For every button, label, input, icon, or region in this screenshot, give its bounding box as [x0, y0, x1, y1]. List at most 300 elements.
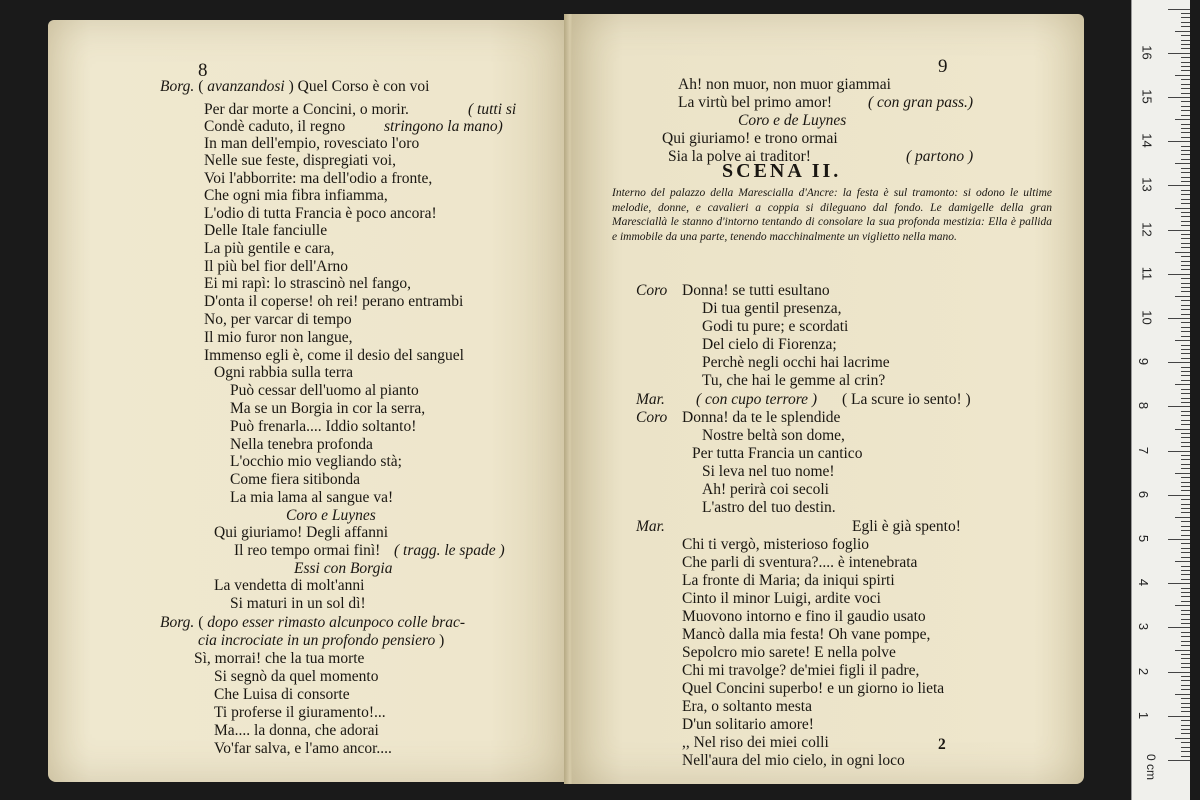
- speaker-name: Coro: [636, 282, 668, 299]
- verse-text: Il mio furor non langue,: [204, 329, 353, 346]
- verse-line: [230, 489, 393, 507]
- ruler-tick: [1181, 464, 1190, 465]
- open-book: [48, 14, 1084, 784]
- verse-text: Era, o soltanto mesta: [682, 698, 812, 715]
- ruler-tick: [1168, 9, 1190, 10]
- verse-text: Quel Concini superbo! e un giorno io lieta: [682, 680, 945, 697]
- verse-line: [702, 427, 845, 445]
- stage-note: Coro e Luynes: [286, 507, 376, 524]
- verse-line: [702, 336, 837, 354]
- verse-line: [682, 644, 896, 662]
- verse-text: ,, Nel riso dei miei colli: [682, 734, 829, 751]
- ruler-tick: [1181, 115, 1190, 116]
- verse-text: Tu, che hai le gemme al crin?: [702, 372, 886, 389]
- ruler-tick: [1175, 561, 1190, 562]
- verse-line: [214, 577, 364, 595]
- ruler-number: 3: [1136, 623, 1152, 631]
- ruler-tick: [1168, 53, 1190, 54]
- stage-note: ( con cupo terrore ): [696, 391, 818, 408]
- verse-line: [682, 698, 812, 716]
- ruler-tick: [1175, 75, 1190, 76]
- ruler-tick: [1181, 305, 1190, 306]
- speaker-name: Coro: [636, 409, 668, 426]
- verse-text: Il più bel fior dell'Arno: [204, 258, 348, 275]
- ruler-tick: [1181, 552, 1190, 553]
- verse-line: [636, 518, 961, 536]
- stage-note: dopo esser rimasto alcunpoco colle brac-: [203, 614, 466, 631]
- ruler-tick: [1175, 252, 1190, 253]
- verse-line: [230, 400, 425, 418]
- verse-tail: ( La scure io sento! ): [842, 391, 971, 408]
- ruler-number: 5: [1136, 534, 1152, 543]
- verse-line: [204, 240, 334, 258]
- ruler-tick: [1181, 177, 1190, 178]
- ruler-tick: [1181, 159, 1190, 160]
- verse-text: Il reo tempo ormai finì!: [234, 542, 381, 559]
- ruler-tick: [1168, 760, 1190, 761]
- verse-line: [682, 716, 814, 734]
- verse-line: [678, 76, 891, 94]
- verse-line: [682, 536, 869, 554]
- verse-line: [682, 608, 926, 626]
- speaker-name: Borg.: [160, 614, 195, 631]
- verse-text: Ah! perirà coi secoli: [702, 481, 829, 498]
- verse-line: [214, 722, 379, 740]
- ruler-tick: [1181, 84, 1190, 85]
- verse-line: [702, 463, 835, 481]
- ruler-number: 16: [1139, 45, 1155, 60]
- signature-mark: 2: [938, 736, 946, 753]
- verse-line: [230, 471, 360, 489]
- verse-line: [214, 668, 378, 686]
- verse-line: [214, 524, 388, 542]
- ruler-tick: [1181, 128, 1190, 129]
- ruler-tick: [1181, 442, 1190, 443]
- verse-text: No, per varcar di tempo: [204, 311, 352, 328]
- ruler-tick: [1181, 380, 1190, 381]
- ruler-tick: [1181, 596, 1190, 597]
- verse-line: [682, 752, 905, 770]
- ruler-tick: [1181, 402, 1190, 403]
- ruler-number: 10: [1139, 310, 1155, 325]
- verse-line: [682, 680, 944, 698]
- ruler-tick: [1168, 141, 1190, 142]
- ruler-tick: [1181, 477, 1190, 478]
- ruler-tick: [1181, 398, 1190, 399]
- ruler-tick: [1168, 362, 1190, 363]
- ruler-tick: [1181, 592, 1190, 593]
- ruler-tick: [1181, 172, 1190, 173]
- verse-line: [702, 318, 848, 336]
- verse-line: [214, 704, 386, 722]
- ruler-tick: [1181, 636, 1190, 637]
- ruler-tick: [1181, 641, 1190, 642]
- ruler-tick: [1181, 132, 1190, 133]
- ruler-tick: [1175, 517, 1190, 518]
- verse-line: [214, 740, 392, 758]
- ruler-tick: [1181, 645, 1190, 646]
- verse-line: [204, 293, 463, 311]
- ruler-tick: [1181, 358, 1190, 359]
- verse-line: [230, 418, 416, 436]
- ruler-tick: [1181, 632, 1190, 633]
- ruler-tick: [1181, 424, 1190, 425]
- verse-line: [204, 118, 503, 136]
- measuring-ruler: [1131, 0, 1190, 800]
- ruler-tick: [1181, 756, 1190, 757]
- verse-line: [204, 347, 464, 365]
- ruler-tick: [1181, 101, 1190, 102]
- ruler-tick: [1181, 729, 1190, 730]
- ruler-tick: [1181, 154, 1190, 155]
- ruler-tick: [1175, 119, 1190, 120]
- ruler-tick: [1181, 530, 1190, 531]
- verse-text: La mia lama al sangue va!: [230, 489, 394, 506]
- ruler-tick: [1168, 185, 1190, 186]
- ruler-number: 13: [1139, 177, 1155, 193]
- paren-open: (: [198, 78, 204, 95]
- verse-text: Immenso egli è, come il desio del sanguel: [204, 347, 464, 364]
- verse-line: [636, 409, 841, 427]
- ruler-tick: [1181, 216, 1190, 217]
- verse-text: Nelle sue feste, dispregiati voi,: [204, 152, 396, 169]
- ruler-tick: [1168, 539, 1190, 540]
- verse-line: [636, 391, 971, 409]
- ruler-tick: [1175, 473, 1190, 474]
- verse-text: Voi l'abborrite: ma dell'odio a fronte,: [204, 170, 433, 187]
- verse-text: Si maturi in un sol dì!: [230, 595, 366, 612]
- ruler-tick: [1181, 535, 1190, 536]
- ruler-tick: [1181, 751, 1190, 752]
- ruler-unit-label: 0 cm: [1144, 753, 1159, 781]
- ruler-tick: [1181, 256, 1190, 257]
- verse-text: Chi ti vergò, misterioso foglio: [682, 536, 869, 553]
- ruler-tick: [1168, 627, 1190, 628]
- ruler-tick: [1175, 694, 1190, 695]
- ruler-tick: [1181, 336, 1190, 337]
- ruler-tick: [1181, 88, 1190, 89]
- ruler-tick: [1181, 247, 1190, 248]
- ruler-tick: [1168, 406, 1190, 407]
- ruler-tick: [1175, 163, 1190, 164]
- verse-line: [682, 554, 917, 572]
- ruler-tick: [1181, 278, 1190, 279]
- ruler-number: 9: [1136, 358, 1152, 366]
- verse-text: Può cessar dell'uomo al pianto: [230, 382, 419, 399]
- ruler-number: 12: [1139, 221, 1155, 237]
- paren-open: (: [198, 614, 204, 631]
- verse-text: La vendetta di molt'anni: [214, 577, 365, 594]
- ruler-tick: [1181, 93, 1190, 94]
- ruler-tick: [1181, 680, 1190, 681]
- verse-text: Ogni rabbia sulla terra: [214, 364, 354, 381]
- ruler-tick: [1181, 79, 1190, 80]
- ruler-tick: [1181, 62, 1190, 63]
- verse-text: Nostre beltà son dome,: [702, 427, 845, 444]
- ruler-tick: [1181, 433, 1190, 434]
- ruler-tick: [1181, 623, 1190, 624]
- ruler-tick: [1181, 168, 1190, 169]
- verse-tail: ) Quel Corso è con voi: [288, 78, 430, 95]
- ruler-tick: [1181, 44, 1190, 45]
- verse-line: [678, 94, 974, 112]
- verse-line: [294, 560, 392, 578]
- ruler-tick: [1181, 371, 1190, 372]
- ruler-tick: [1175, 31, 1190, 32]
- ruler-tick: [1175, 605, 1190, 606]
- verse-line: [214, 364, 353, 382]
- ruler-tick: [1181, 490, 1190, 491]
- ruler-tick: [1181, 66, 1190, 67]
- ruler-tick: [1181, 349, 1190, 350]
- ruler-tick: [1175, 650, 1190, 651]
- ruler-tick: [1181, 221, 1190, 222]
- ruler-tick: [1181, 375, 1190, 376]
- verse-text: Che parli di sventura?.... è intenebrata: [682, 554, 918, 571]
- verse-text: Che ogni mia fibra infiamma,: [204, 187, 388, 204]
- verse-text: Muovono intorno e fino il gaudio usato: [682, 608, 926, 625]
- verse-text: Godi tu pure; e scordati: [702, 318, 849, 335]
- ruler-tick: [1181, 601, 1190, 602]
- verse-line: [160, 78, 429, 96]
- ruler-tick: [1181, 667, 1190, 668]
- ruler-tick: [1181, 150, 1190, 151]
- ruler-tick: [1181, 579, 1190, 580]
- ruler-tick: [1181, 588, 1190, 589]
- verse-line: [682, 590, 881, 608]
- ruler-tick: [1181, 283, 1190, 284]
- ruler-tick: [1181, 707, 1190, 708]
- verse-text: La fronte di Maria; da iniqui spirti: [682, 572, 895, 589]
- ruler-tick: [1181, 499, 1190, 500]
- ruler-tick: [1181, 124, 1190, 125]
- ruler-tick: [1175, 340, 1190, 341]
- ruler-tick: [1181, 212, 1190, 213]
- verse-line: [286, 507, 376, 525]
- verse-line: [204, 170, 432, 188]
- ruler-tick: [1181, 482, 1190, 483]
- ruler-tick: [1181, 512, 1190, 513]
- ruler-tick: [1181, 353, 1190, 354]
- verse-line: [204, 187, 388, 205]
- ruler-tick: [1181, 367, 1190, 368]
- verse-text: Può frenarla.... Iddio soltanto!: [230, 418, 417, 435]
- verse-line: [662, 130, 838, 148]
- ruler-tick: [1181, 486, 1190, 487]
- ruler-tick: [1181, 703, 1190, 704]
- ruler-tick: [1181, 70, 1190, 71]
- ruler-number: 14: [1139, 133, 1155, 148]
- verse-line: [204, 258, 348, 276]
- stage-direction: Interno del palazzo della Marescialla d'Ancre: la festa è sul tramonto: si odono le ultime melodie, donne, e cavalieri a coppia si dileguano dal fondo. Le damigelle della gran Maresciallà le stanno d'intorno tentando di consolare la sua profonda mestizia: Ella è pallida e immobile da una parte, tenendo macchinalmente un viglietto nella mano.: [612, 187, 1052, 243]
- verse-text: Sepolcro mio sarete! E nella polve: [682, 644, 896, 661]
- ruler-tick: [1181, 548, 1190, 549]
- ruler-tick: [1181, 574, 1190, 575]
- verse-line: [702, 354, 890, 372]
- ruler-tick: [1175, 384, 1190, 385]
- ruler-tick: [1181, 543, 1190, 544]
- ruler-tick: [1181, 570, 1190, 571]
- verse-line: [682, 662, 919, 680]
- verse-text: Ma se un Borgia in cor la serra,: [230, 400, 426, 417]
- stage-note: ( partono ): [906, 148, 974, 165]
- verse-line: [702, 300, 841, 318]
- ruler-tick: [1181, 238, 1190, 239]
- ruler-tick: [1181, 415, 1190, 416]
- verse-text: L'odio di tutta Francia è poco ancora!: [204, 205, 437, 222]
- verse-line: [204, 205, 437, 223]
- ruler-tick: [1181, 243, 1190, 244]
- ruler-tick: [1181, 181, 1190, 182]
- ruler-tick: [1181, 711, 1190, 712]
- ruler-tick: [1181, 566, 1190, 567]
- ruler-tick: [1181, 291, 1190, 292]
- ruler-tick: [1181, 504, 1190, 505]
- stage-note: stringono la mano): [384, 118, 503, 135]
- verse-text: Per dar morte a Concini, o morir.: [204, 101, 409, 118]
- verse-text: In man dell'empio, rovesciato l'oro: [204, 135, 420, 152]
- ruler-tick: [1181, 455, 1190, 456]
- ruler-tick: [1181, 199, 1190, 200]
- stage-note: ( tragg. le spade ): [394, 542, 505, 559]
- verse-text: Ei mi rapì: lo strascinò nel fango,: [204, 275, 412, 292]
- verse-line: [230, 453, 402, 471]
- verse-text: Donna! da te le splendide: [682, 409, 841, 426]
- verse-text: La virtù bel primo amor!: [678, 94, 833, 111]
- ruler-tick: [1181, 698, 1190, 699]
- verse-line: [204, 135, 419, 153]
- stage-note: avanzandosi: [203, 78, 289, 95]
- ruler-tick: [1181, 261, 1190, 262]
- page-number-right: 9: [938, 56, 948, 77]
- ruler-tick: [1181, 106, 1190, 107]
- verse-text: Delle Itale fanciulle: [204, 222, 328, 239]
- verse-line: [702, 372, 885, 390]
- ruler-tick: [1168, 274, 1190, 275]
- verse-text: Vo'far salva, e l'amo ancor....: [214, 740, 392, 757]
- ruler-tick: [1181, 610, 1190, 611]
- ruler-number: 6: [1136, 490, 1152, 498]
- page-number-left: 8: [198, 60, 208, 81]
- ruler-tick: [1181, 26, 1190, 27]
- ruler-tick: [1181, 287, 1190, 288]
- ruler-tick: [1168, 495, 1190, 496]
- ruler-tick: [1181, 459, 1190, 460]
- verse-line: [682, 626, 930, 644]
- ruler-tick: [1181, 658, 1190, 659]
- ruler-tick: [1168, 583, 1190, 584]
- ruler-tick: [1181, 203, 1190, 204]
- ruler-tick: [1181, 300, 1190, 301]
- ruler-tick: [1181, 17, 1190, 18]
- right-page: [572, 14, 1084, 784]
- ruler-tick: [1181, 322, 1190, 323]
- verse-text: Chi mi travolge? de'miei figli il padre,: [682, 662, 920, 679]
- verse-text: Condè caduto, il regno: [204, 118, 346, 135]
- ruler-tick: [1181, 137, 1190, 138]
- verse-tail: ): [435, 632, 445, 649]
- ruler-tick: [1181, 446, 1190, 447]
- ruler-tick: [1181, 685, 1190, 686]
- stage-note: ( tutti si: [468, 101, 517, 118]
- ruler-tick: [1181, 13, 1190, 14]
- speaker-name: Mar.: [636, 391, 665, 408]
- ruler-tick: [1181, 331, 1190, 332]
- ruler-tick: [1181, 314, 1190, 315]
- verse-text: Sì, morrai! che la tua morte: [194, 650, 365, 667]
- ruler-tick: [1181, 345, 1190, 346]
- verse-text: Perchè negli occhi hai lacrime: [702, 354, 890, 371]
- verse-line: [702, 481, 829, 499]
- ruler-tick: [1181, 521, 1190, 522]
- ruler-tick: [1181, 689, 1190, 690]
- verse-line: [198, 632, 444, 650]
- ruler-tick: [1168, 716, 1190, 717]
- left-page: [48, 20, 568, 782]
- ruler-tick: [1181, 420, 1190, 421]
- ruler-tick: [1181, 614, 1190, 615]
- ruler-number: 4: [1136, 579, 1152, 587]
- verse-line: [738, 112, 846, 130]
- ruler-tick: [1181, 725, 1190, 726]
- ruler-tick: [1181, 327, 1190, 328]
- ruler-tick: [1181, 57, 1190, 58]
- ruler-tick: [1181, 22, 1190, 23]
- verse-text: Qui giuriamo! e trono ormai: [662, 130, 838, 147]
- verse-line: [636, 282, 830, 300]
- ruler-number: 2: [1136, 667, 1152, 675]
- scene-title: SCENA II.: [722, 160, 842, 182]
- verse-text: Sia la polve ai traditor!: [668, 148, 811, 165]
- verse-line: [204, 275, 411, 293]
- ruler-tick: [1181, 393, 1190, 394]
- speaker-name: Mar.: [636, 518, 665, 535]
- verse-line: [234, 542, 505, 560]
- ruler-tick: [1175, 296, 1190, 297]
- ruler-tick: [1181, 619, 1190, 620]
- ruler-tick: [1181, 225, 1190, 226]
- ruler-tick: [1181, 110, 1190, 111]
- verse-text: Qui giuriamo! Degli affanni: [214, 524, 389, 541]
- ruler-tick: [1181, 309, 1190, 310]
- ruler-tick: [1181, 269, 1190, 270]
- ruler-tick: [1181, 663, 1190, 664]
- ruler-tick: [1168, 318, 1190, 319]
- ruler-number: 1: [1136, 711, 1152, 719]
- verse-text: Si leva nel tuo nome!: [702, 463, 835, 480]
- verse-line: [204, 222, 327, 240]
- verse-text: Egli è già spento!: [852, 518, 961, 535]
- verse-line: [230, 436, 373, 454]
- verse-line: [230, 595, 366, 613]
- ruler-tick: [1181, 747, 1190, 748]
- ruler-tick: [1168, 97, 1190, 98]
- stage-note: Essi con Borgia: [294, 560, 393, 577]
- stage-note: Coro e de Luynes: [738, 112, 847, 129]
- ruler-tick: [1181, 48, 1190, 49]
- verse-text: Nell'aura del mio cielo, in ogni loco: [682, 752, 905, 769]
- ruler-tick: [1175, 208, 1190, 209]
- ruler-number: 8: [1136, 402, 1152, 410]
- ruler-tick: [1181, 720, 1190, 721]
- stage-note: cia incrociate in un profondo pensiero: [198, 632, 436, 649]
- ruler-tick: [1181, 234, 1190, 235]
- verse-line: [692, 445, 862, 463]
- verse-text: Che Luisa di consorte: [214, 686, 350, 703]
- verse-text: Come fiera sitibonda: [230, 471, 360, 488]
- ruler-tick: [1181, 194, 1190, 195]
- verse-line: [230, 382, 419, 400]
